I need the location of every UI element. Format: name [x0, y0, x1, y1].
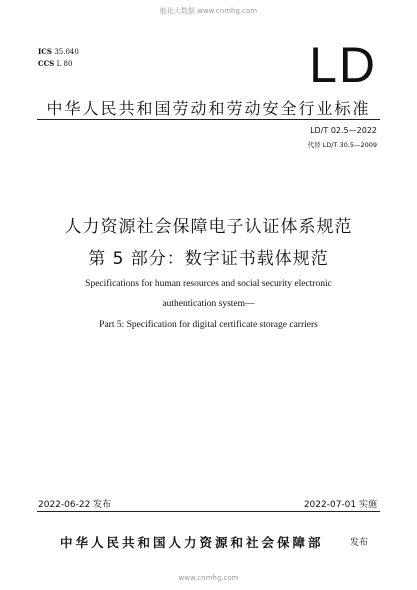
ccs-label: CCS: [38, 59, 55, 68]
title-en-line1: Specifications for human resources and social security electronic: [85, 279, 332, 289]
publish-label: 发布: [350, 538, 369, 548]
title-cn-line2: 第 5 部分：数字证书载体规范: [88, 249, 329, 269]
ccs-code: [38, 58, 79, 70]
standard-org-title: 中华人民共和国劳动和劳动安全行业标准: [46, 99, 371, 118]
footer-divider: [37, 511, 380, 512]
implement-date: 2022-07-01 实施: [303, 500, 377, 510]
title-cn-line1: 人力资源社会保障电子认证体系规范: [64, 217, 353, 237]
header-divider: [37, 119, 380, 120]
classification-codes: [38, 46, 79, 70]
title-en-line2: authentication system—: [162, 299, 255, 309]
issue-date: 2022-06-22 发布: [38, 500, 112, 510]
ics-value: 35.040: [54, 48, 79, 56]
publisher: 中华人民共和国人力资源和社会保障部: [60, 535, 324, 550]
watermark-bottom: www.cnmhg.com: [178, 574, 239, 582]
ics-code: [38, 46, 79, 58]
ics-label: ICS: [38, 47, 52, 56]
title-en-line3: Part 5: Specification for digital certificate storage carriers: [99, 320, 318, 330]
replaces-note: 代替 LD/T 30.5—2009: [307, 141, 377, 149]
watermark-top: 能化大数据 www.cnmhg.com: [159, 7, 258, 15]
standard-number: LD/T 02.5—2022: [310, 126, 377, 135]
ccs-value: L 80: [56, 60, 73, 68]
standard-mark: LD: [309, 37, 377, 93]
